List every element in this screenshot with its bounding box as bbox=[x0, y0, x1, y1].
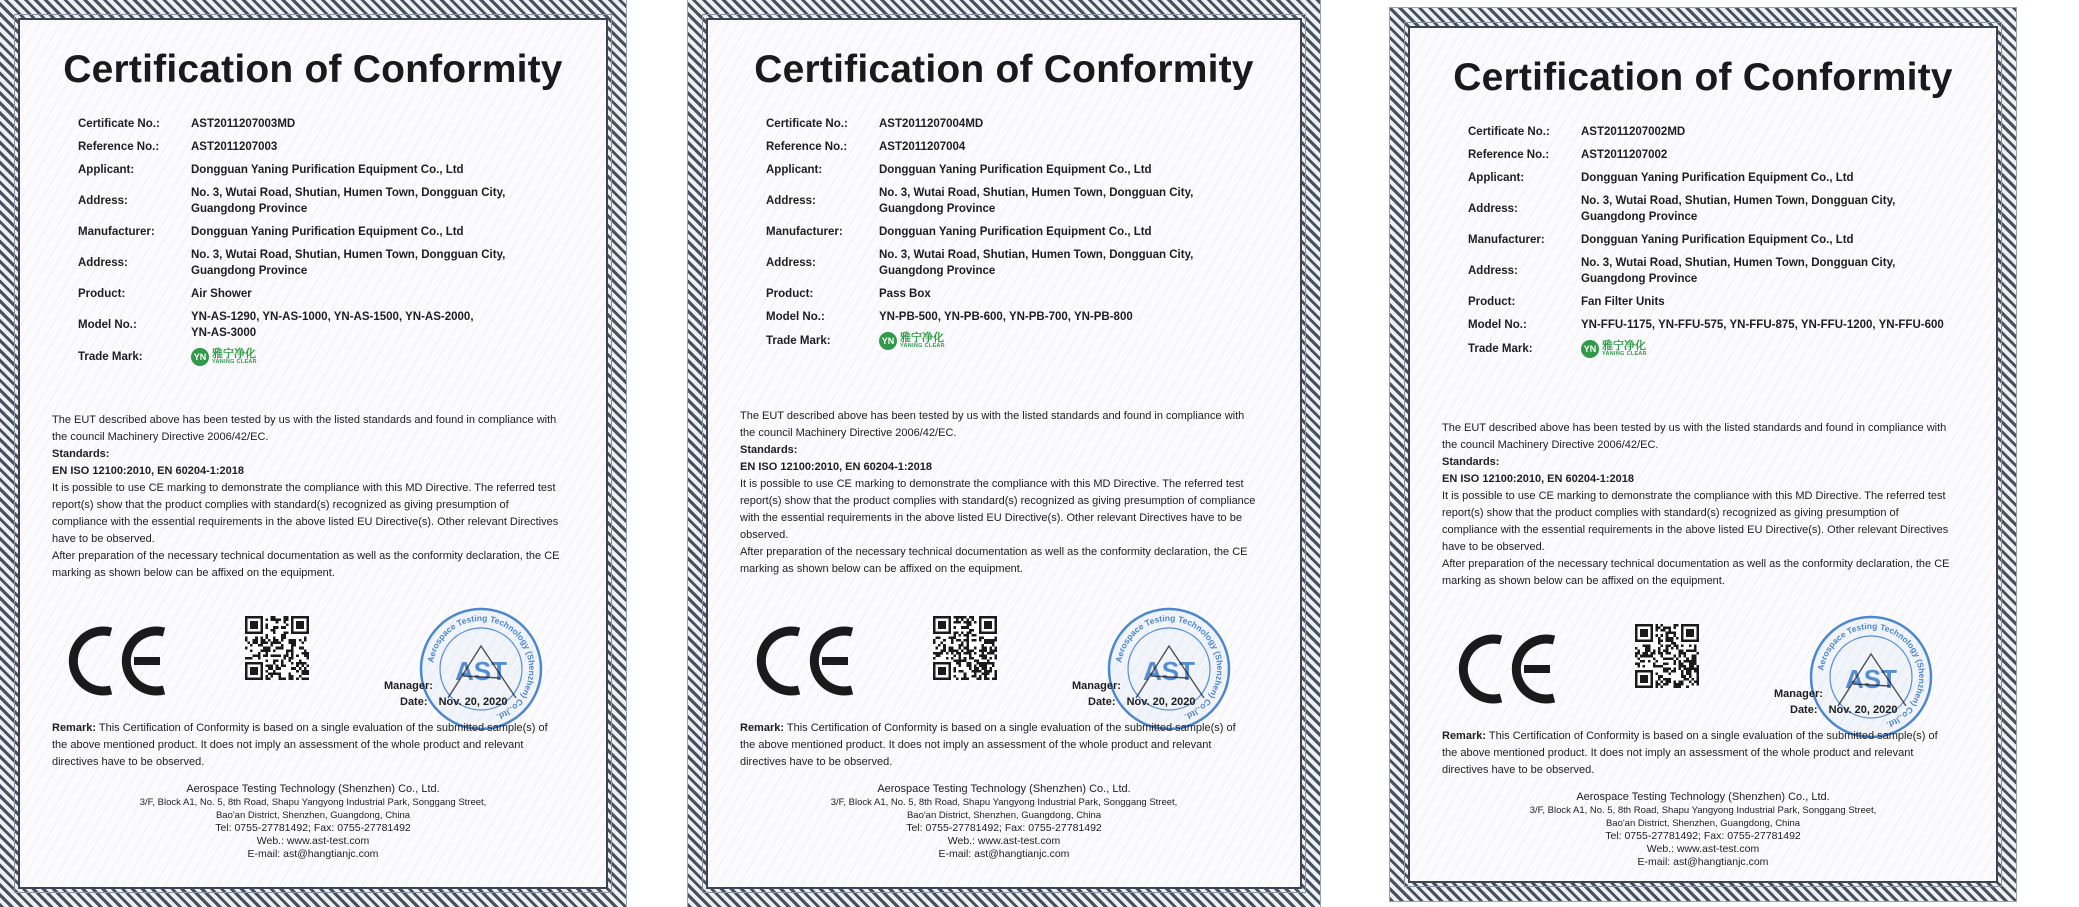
eut-statement: the council Machinery Directive 2006/42/EC. bbox=[1442, 439, 1659, 451]
trade-mark-value bbox=[879, 332, 1260, 350]
yaning-logo-cn: 雅宁净化 bbox=[1602, 339, 1646, 352]
remark-text: This Certification of Conformity is based on a single evaluation of the submitted sample(s) of the above mentioned product. It does not imply an assessment of the whole product and relevant directives have to be observed. bbox=[740, 722, 1236, 768]
issuer-footer bbox=[1410, 790, 1996, 869]
field-manufacturer-address bbox=[78, 247, 566, 279]
eut-statement: the council Machinery Directive 2006/42/EC. bbox=[52, 431, 269, 443]
model-line: YN-AS-1290, YN-AS-1000, YN-AS-1500, YN-AS-2000, bbox=[191, 311, 474, 323]
ce-marking-paragraph: It is possible to use CE marking to demonstrate the compliance with this MD Directive. The referred test report(s) show that the product complies with standard(s) recognized as giving presumption of compliance with the essential requirements in the above listed EU Directive(s). Other relevant Directives have to be observed. bbox=[740, 478, 1256, 541]
field-label: Reference No.: bbox=[766, 141, 848, 153]
field-label: Address: bbox=[766, 257, 816, 269]
field-model-no bbox=[78, 309, 566, 341]
certificate-no-value: AST2011207004MD bbox=[879, 118, 984, 130]
standards-value: EN ISO 12100:2010, EN 60204-1:2018 bbox=[1442, 473, 1635, 485]
field-model-no bbox=[766, 309, 1260, 325]
field-certificate-no bbox=[766, 116, 1260, 132]
field-label: Model No.: bbox=[1468, 319, 1527, 331]
seal-center-text: AST bbox=[1845, 664, 1897, 694]
field-manufacturer bbox=[766, 224, 1260, 240]
field-trade-mark bbox=[766, 332, 1260, 350]
model-no-value bbox=[1581, 317, 1956, 333]
address-line: Guangdong Province bbox=[1581, 211, 1698, 223]
yaning-logo bbox=[191, 348, 257, 366]
issuer-phone: Tel: 0755-27781492; Fax: 0755-27781492 bbox=[906, 822, 1102, 834]
manufacturer-address-value bbox=[1581, 255, 1956, 287]
ce-marking-paragraph: It is possible to use CE marking to demonstrate the compliance with this MD Directive. The referred test report(s) show that the product complies with standard(s) recognized as giving presumption of compliance with the essential requirements in the above listed EU Directive(s). Other relevant Directives have to be observed. bbox=[52, 482, 559, 545]
model-line: YN-PB-500, YN-PB-600, YN-PB-700, YN-PB-800 bbox=[879, 311, 1133, 323]
manufacturer-address-value bbox=[879, 247, 1260, 279]
field-label: Reference No.: bbox=[1468, 149, 1550, 161]
manager-label: Manager: bbox=[1072, 680, 1121, 692]
certificate-title: Certification of Conformity bbox=[1453, 56, 1953, 99]
yaning-logo-icon: YN bbox=[1581, 340, 1599, 358]
address-line: Guangdong Province bbox=[191, 265, 308, 277]
certificate-2 bbox=[688, 0, 1320, 907]
seal-arc-text: Aerospace Testing Technology (Shenzhen) Co.,ltd. bbox=[1113, 612, 1226, 723]
issuer-email: E-mail: ast@hangtianjc.com bbox=[1637, 856, 1769, 868]
applicant-value: Dongguan Yaning Purification Equipment Co., Ltd bbox=[1581, 172, 1854, 184]
yaning-logo-text bbox=[212, 349, 257, 366]
model-line: YN-AS-3000 bbox=[191, 327, 257, 339]
issuer-address: Bao'an District, Shenzhen, Guangdong, China bbox=[906, 809, 1102, 821]
manager-label: Manager: bbox=[1774, 688, 1823, 700]
manager-label: Manager: bbox=[384, 680, 433, 692]
standards-label: Standards: bbox=[1442, 456, 1500, 468]
model-no-value bbox=[191, 309, 566, 341]
address-line: Guangdong Province bbox=[879, 203, 996, 215]
field-product bbox=[766, 286, 1260, 302]
eut-statement: The EUT described above has been tested by us with the listed standards and found in compliance with bbox=[1442, 422, 1947, 434]
certificate-no-value: AST2011207003MD bbox=[191, 118, 296, 130]
standards-label: Standards: bbox=[740, 444, 798, 456]
field-product bbox=[78, 286, 566, 302]
issuer-footer bbox=[20, 782, 606, 861]
field-manufacturer-address bbox=[766, 247, 1260, 279]
issuer-email: E-mail: ast@hangtianjc.com bbox=[938, 848, 1070, 860]
field-certificate-no bbox=[78, 116, 566, 132]
yaning-logo-icon: YN bbox=[879, 332, 897, 350]
address-line: No. 3, Wutai Road, Shutian, Humen Town, Dongguan City, bbox=[1581, 195, 1896, 207]
field-applicant bbox=[1468, 170, 1956, 186]
field-label: Address: bbox=[78, 257, 128, 269]
remark-text: This Certification of Conformity is based on a single evaluation of the submitted sample(s) of the above mentioned product. It does not imply an assessment of the whole product and relevant directives have to be observed. bbox=[52, 722, 548, 768]
field-label: Model No.: bbox=[766, 311, 825, 323]
field-certificate-no bbox=[1468, 124, 1956, 140]
field-reference-no bbox=[766, 139, 1260, 155]
issuer-address: Bao'an District, Shenzhen, Guangdong, China bbox=[1605, 817, 1801, 829]
field-label: Applicant: bbox=[78, 164, 135, 176]
standards-value: EN ISO 12100:2010, EN 60204-1:2018 bbox=[740, 461, 933, 473]
date-label: Date: bbox=[1088, 696, 1116, 708]
certificate-page bbox=[18, 18, 608, 889]
ce-marking-paragraph: It is possible to use CE marking to demonstrate the compliance with this MD Directive. The referred test report(s) show that the product complies with standard(s) recognized as giving presumption of compliance with the essential requirements in the above listed EU Directive(s). Other relevant Directives have to be observed. bbox=[1442, 490, 1949, 553]
field-label: Address: bbox=[1468, 203, 1518, 215]
field-trade-mark bbox=[1468, 340, 1956, 358]
applicant-value: Dongguan Yaning Purification Equipment Co., Ltd bbox=[191, 164, 464, 176]
field-label: Manufacturer: bbox=[766, 226, 843, 238]
field-address bbox=[78, 185, 566, 217]
field-manufacturer-address bbox=[1468, 255, 1956, 287]
model-line: YN-FFU-1175, YN-FFU-575, YN-FFU-875, YN-FFU-1200, YN-FFU-600 bbox=[1581, 319, 1944, 331]
yaning-logo-en: YANING CLEAR bbox=[1602, 350, 1647, 357]
yaning-logo-text bbox=[900, 333, 945, 350]
field-model-no bbox=[1468, 317, 1956, 333]
manufacturer-address-value bbox=[191, 247, 566, 279]
manufacturer-value: Dongguan Yaning Purification Equipment Co., Ltd bbox=[191, 226, 464, 238]
standards-label: Standards: bbox=[52, 448, 110, 460]
field-label: Model No.: bbox=[78, 319, 137, 331]
date-line bbox=[1088, 696, 1195, 708]
documentation-paragraph: After preparation of the necessary technical documentation as well as the conformity declaration, the CE marking as shown below can be affixed on the equipment. bbox=[1442, 558, 1950, 587]
issuer-address: 3/F, Block A1, No. 5, 8th Road, Shapu Yangyong Industrial Park, Songgang Street, bbox=[139, 797, 487, 808]
field-applicant bbox=[766, 162, 1260, 178]
address-value bbox=[879, 185, 1260, 217]
model-no-value bbox=[879, 309, 1260, 325]
field-address bbox=[766, 185, 1260, 217]
qr-code-icon bbox=[245, 616, 309, 680]
certificate-title: Certification of Conformity bbox=[63, 48, 563, 91]
trade-mark-value bbox=[1581, 340, 1956, 358]
eut-statement: The EUT described above has been tested by us with the listed standards and found in compliance with bbox=[52, 414, 557, 426]
certificate-title: Certification of Conformity bbox=[754, 48, 1254, 91]
certificate-no-value: AST2011207002MD bbox=[1581, 126, 1686, 138]
issuer-company: Aerospace Testing Technology (Shenzhen) Co., Ltd. bbox=[1576, 791, 1830, 803]
issuer-phone: Tel: 0755-27781492; Fax: 0755-27781492 bbox=[1605, 830, 1801, 842]
standards-value: EN ISO 12100:2010, EN 60204-1:2018 bbox=[52, 465, 245, 477]
address-line: Guangdong Province bbox=[191, 203, 308, 215]
date-line bbox=[1790, 704, 1897, 716]
yaning-logo bbox=[1581, 340, 1647, 358]
trade-mark-value bbox=[191, 348, 566, 366]
yaning-logo-icon: YN bbox=[191, 348, 209, 366]
eut-statement: the council Machinery Directive 2006/42/EC. bbox=[740, 427, 957, 439]
issuer-company: Aerospace Testing Technology (Shenzhen) Co., Ltd. bbox=[186, 783, 440, 795]
documentation-paragraph: After preparation of the necessary technical documentation as well as the conformity declaration, the CE marking as shown below can be affixed on the equipment. bbox=[52, 550, 560, 579]
issuer-website: Web.: www.ast-test.com bbox=[256, 835, 370, 847]
seal-arc-text: Aerospace Testing Technology (Shenzhen) Co.,ltd. bbox=[425, 612, 538, 723]
address-line: No. 3, Wutai Road, Shutian, Humen Town, Dongguan City, bbox=[879, 249, 1194, 261]
field-product bbox=[1468, 294, 1956, 310]
issuer-email: E-mail: ast@hangtianjc.com bbox=[247, 848, 379, 860]
applicant-value: Dongguan Yaning Purification Equipment Co., Ltd bbox=[879, 164, 1152, 176]
remark bbox=[1442, 728, 1944, 779]
seal-center-text: AST bbox=[455, 656, 507, 686]
issuer-company: Aerospace Testing Technology (Shenzhen) Co., Ltd. bbox=[877, 783, 1131, 795]
certificate-1 bbox=[0, 0, 626, 907]
date-value: Nov. 20, 2020 bbox=[1828, 704, 1898, 716]
issuer-phone: Tel: 0755-27781492; Fax: 0755-27781492 bbox=[215, 822, 411, 834]
remark-label: Remark: bbox=[52, 722, 97, 734]
remark-label: Remark: bbox=[740, 722, 785, 734]
certificate-body bbox=[1442, 420, 1956, 590]
reference-no-value: AST2011207004 bbox=[879, 141, 966, 153]
company-seal-icon bbox=[1106, 606, 1232, 732]
field-label: Product: bbox=[1468, 296, 1516, 308]
field-label: Trade Mark: bbox=[78, 351, 143, 363]
manufacturer-value: Dongguan Yaning Purification Equipment Co., Ltd bbox=[879, 226, 1152, 238]
reference-no-value: AST2011207002 bbox=[1581, 149, 1668, 161]
remark-text: This Certification of Conformity is based on a single evaluation of the submitted sample(s) of the above mentioned product. It does not imply an assessment of the whole product and relevant directives have to be observed. bbox=[1442, 730, 1938, 776]
field-applicant bbox=[78, 162, 566, 178]
field-manufacturer bbox=[78, 224, 566, 240]
certificate-body bbox=[740, 408, 1260, 578]
certificate-page bbox=[1408, 26, 1998, 883]
address-line: No. 3, Wutai Road, Shutian, Humen Town, Dongguan City, bbox=[191, 249, 506, 261]
yaning-logo-en: YANING CLEAR bbox=[212, 358, 257, 365]
documentation-paragraph: After preparation of the necessary technical documentation as well as the conformity declaration, the CE marking as shown below can be affixed on the equipment. bbox=[740, 546, 1248, 575]
address-value bbox=[191, 185, 566, 217]
address-line: No. 3, Wutai Road, Shutian, Humen Town, Dongguan City, bbox=[1581, 257, 1896, 269]
issuer-address: Bao'an District, Shenzhen, Guangdong, China bbox=[215, 809, 411, 821]
date-line bbox=[400, 696, 507, 708]
qr-code-icon bbox=[933, 616, 997, 680]
certificate-3 bbox=[1390, 8, 2016, 901]
reference-no-value: AST2011207003 bbox=[191, 141, 278, 153]
yaning-logo-cn: 雅宁净化 bbox=[900, 331, 944, 344]
field-label: Applicant: bbox=[766, 164, 823, 176]
yaning-logo-cn: 雅宁净化 bbox=[212, 347, 256, 360]
seal-center-text: AST bbox=[1143, 656, 1195, 686]
field-label: Certificate No.: bbox=[766, 118, 848, 130]
date-label: Date: bbox=[1790, 704, 1818, 716]
field-label: Trade Mark: bbox=[1468, 343, 1533, 355]
field-label: Address: bbox=[78, 195, 128, 207]
yaning-logo-text bbox=[1602, 341, 1647, 358]
field-trade-mark bbox=[78, 348, 566, 366]
field-reference-no bbox=[1468, 147, 1956, 163]
field-label: Certificate No.: bbox=[1468, 126, 1550, 138]
manufacturer-value: Dongguan Yaning Purification Equipment Co., Ltd bbox=[1581, 234, 1854, 246]
eut-statement: The EUT described above has been tested by us with the listed standards and found in compliance with bbox=[740, 410, 1245, 422]
remark bbox=[740, 720, 1248, 771]
field-label: Applicant: bbox=[1468, 172, 1525, 184]
field-reference-no bbox=[78, 139, 566, 155]
field-label: Address: bbox=[766, 195, 816, 207]
field-label: Manufacturer: bbox=[78, 226, 155, 238]
field-address bbox=[1468, 193, 1956, 225]
company-seal-icon bbox=[418, 606, 544, 732]
field-label: Product: bbox=[78, 288, 126, 300]
certificate-fields bbox=[1468, 124, 1956, 365]
address-line: Guangdong Province bbox=[1581, 273, 1698, 285]
ce-mark-icon bbox=[64, 624, 172, 698]
qr-code-icon bbox=[1635, 624, 1699, 688]
issuer-footer bbox=[708, 782, 1300, 861]
address-line: No. 3, Wutai Road, Shutian, Humen Town, Dongguan City, bbox=[191, 187, 506, 199]
remark-label: Remark: bbox=[1442, 730, 1487, 742]
field-label: Product: bbox=[766, 288, 814, 300]
field-label: Trade Mark: bbox=[766, 335, 831, 347]
certificate-body bbox=[52, 412, 566, 582]
seal-arc-text: Aerospace Testing Technology (Shenzhen) Co.,ltd. bbox=[1815, 620, 1928, 731]
field-label: Manufacturer: bbox=[1468, 234, 1545, 246]
issuer-address: 3/F, Block A1, No. 5, 8th Road, Shapu Yangyong Industrial Park, Songgang Street, bbox=[1529, 805, 1877, 816]
date-value: Nov. 20, 2020 bbox=[438, 696, 508, 708]
product-value: Air Shower bbox=[191, 288, 252, 300]
issuer-website: Web.: www.ast-test.com bbox=[1646, 843, 1760, 855]
certificate-fields bbox=[766, 116, 1260, 357]
issuer-website: Web.: www.ast-test.com bbox=[947, 835, 1061, 847]
address-line: Guangdong Province bbox=[879, 265, 996, 277]
issuer-address: 3/F, Block A1, No. 5, 8th Road, Shapu Yangyong Industrial Park, Songgang Street, bbox=[830, 797, 1178, 808]
date-label: Date: bbox=[400, 696, 428, 708]
ce-mark-icon bbox=[752, 624, 860, 698]
yaning-logo-en: YANING CLEAR bbox=[900, 342, 945, 349]
product-value: Fan Filter Units bbox=[1581, 296, 1665, 308]
ce-mark-icon bbox=[1454, 632, 1562, 706]
address-value bbox=[1581, 193, 1956, 225]
product-value: Pass Box bbox=[879, 288, 931, 300]
certificate-page bbox=[706, 18, 1302, 889]
date-value: Nov. 20, 2020 bbox=[1126, 696, 1196, 708]
field-label: Address: bbox=[1468, 265, 1518, 277]
remark bbox=[52, 720, 554, 771]
field-manufacturer bbox=[1468, 232, 1956, 248]
field-label: Reference No.: bbox=[78, 141, 160, 153]
certificate-fields bbox=[78, 116, 566, 373]
company-seal-icon bbox=[1808, 614, 1934, 740]
yaning-logo bbox=[879, 332, 945, 350]
field-label: Certificate No.: bbox=[78, 118, 160, 130]
address-line: No. 3, Wutai Road, Shutian, Humen Town, Dongguan City, bbox=[879, 187, 1194, 199]
